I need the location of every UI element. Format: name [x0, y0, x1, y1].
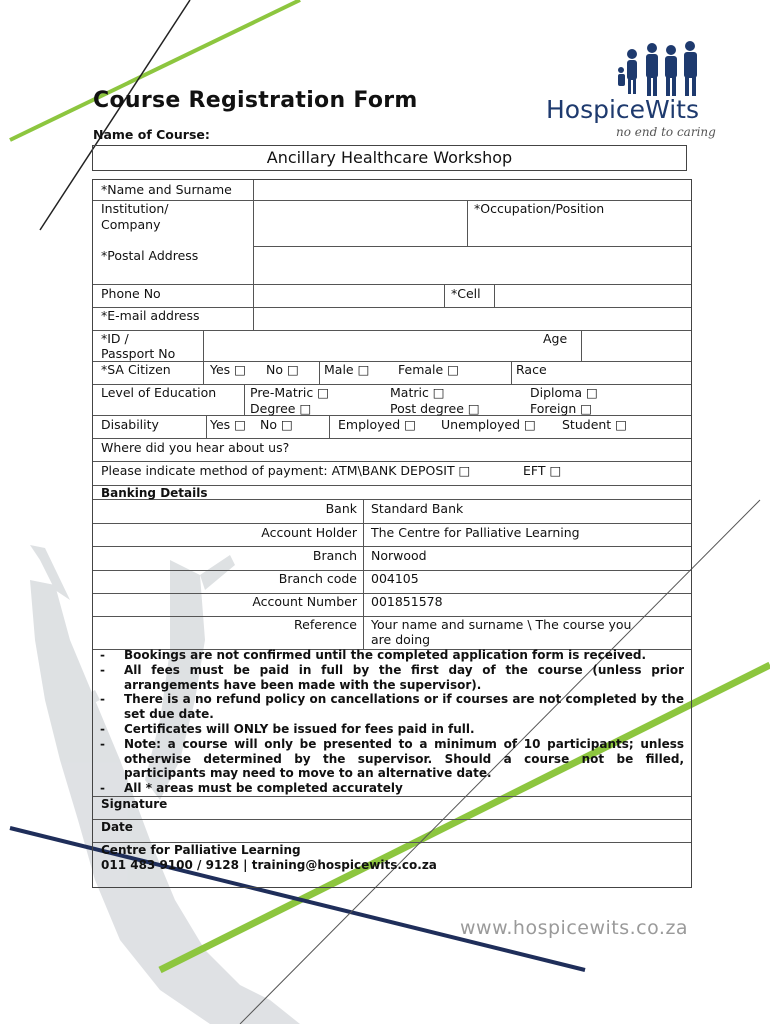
- degree-checkbox[interactable]: Degree □: [250, 401, 312, 416]
- page-title: Course Registration Form: [93, 88, 418, 113]
- green-stripe-top: [10, 0, 300, 140]
- contact-details: 011 483 9100 / 9128 | training@hospicewits.co.za: [101, 858, 437, 872]
- employed-checkbox[interactable]: Employed □: [338, 417, 416, 432]
- pre-matric-checkbox[interactable]: Pre-Matric □: [250, 385, 329, 400]
- disability-yes-checkbox[interactable]: Yes □: [210, 417, 246, 432]
- occupation-label: *Occupation/Position: [474, 201, 605, 216]
- reference-value-line1: Your name and surname \ The course you: [371, 617, 632, 632]
- list-item: - Bookings are not confirmed until the completed application form is received.: [100, 648, 647, 662]
- name-of-course-label: Name of Course:: [93, 127, 210, 142]
- reference-value-line2: are doing: [371, 632, 431, 647]
- payment-method-label[interactable]: Please indicate method of payment: ATM\BANK DEPOSIT □: [101, 463, 471, 478]
- list-item: - Note: a course will only be presented to a minimum of 10 participants; unless otherwise determined by the supervisor. Should a course not be filled, participants may need to move to an alternative date.: [100, 736, 684, 781]
- branch-code-label: Branch code: [278, 571, 357, 586]
- age-label: Age: [543, 331, 568, 346]
- account-number-value: 001851578: [371, 594, 443, 609]
- sa-citizen-yes-checkbox[interactable]: Yes □: [210, 362, 246, 377]
- account-holder-label: Account Holder: [261, 525, 357, 540]
- bank-value: Standard Bank: [371, 501, 464, 516]
- signature-label: Signature: [101, 797, 168, 811]
- post-degree-checkbox[interactable]: Post degree □: [390, 401, 480, 416]
- bank-label: Bank: [325, 501, 357, 516]
- date-label: Date: [101, 820, 133, 834]
- email-label: *E-mail address: [101, 308, 200, 323]
- sa-citizen-no-checkbox[interactable]: No □: [266, 362, 299, 377]
- female-checkbox[interactable]: Female □: [398, 362, 459, 377]
- foreign-checkbox[interactable]: Foreign □: [530, 401, 593, 416]
- reference-label: Reference: [294, 617, 357, 632]
- logo-tagline: no end to caring: [616, 125, 716, 139]
- unemployed-checkbox[interactable]: Unemployed □: [441, 417, 536, 432]
- race-label: Race: [516, 362, 547, 377]
- id-label-line1: *ID /: [101, 331, 129, 346]
- student-checkbox[interactable]: Student □: [562, 417, 627, 432]
- education-label: Level of Education: [101, 385, 217, 400]
- institution-label-line1: Institution/: [101, 201, 169, 216]
- disability-no-checkbox[interactable]: No □: [260, 417, 293, 432]
- phone-label: Phone No: [101, 286, 161, 301]
- branch-label: Branch: [312, 548, 357, 563]
- course-name-field[interactable]: Ancillary Healthcare Workshop: [92, 145, 687, 171]
- sa-citizen-label: *SA Citizen: [101, 362, 171, 377]
- terms-list: [100, 648, 684, 796]
- eft-checkbox[interactable]: EFT □: [523, 463, 562, 478]
- list-item: - All * areas must be completed accurately: [100, 781, 403, 796]
- list-item: - All fees must be paid in full by the first day of the course (unless prior arrangements have been made with the supervisor).: [100, 662, 684, 692]
- name-surname-label: *Name and Surname: [101, 182, 232, 197]
- male-checkbox[interactable]: Male □: [324, 362, 370, 377]
- institution-label-line2: Company: [101, 217, 161, 232]
- logo-wordmark: HospiceWits: [546, 95, 700, 124]
- list-item: - Certificates will ONLY be issued for fees paid in full.: [100, 721, 475, 736]
- id-label-line2: Passport No: [101, 346, 176, 361]
- account-holder-value: The Centre for Palliative Learning: [371, 525, 580, 540]
- banking-heading: Banking Details: [101, 486, 208, 500]
- account-number-label: Account Number: [252, 594, 357, 609]
- contact-name: Centre for Palliative Learning: [101, 843, 301, 857]
- diploma-checkbox[interactable]: Diploma □: [530, 385, 598, 400]
- matric-checkbox[interactable]: Matric □: [390, 385, 445, 400]
- postal-address-label: *Postal Address: [101, 248, 199, 263]
- family-logo-icon: [618, 40, 708, 98]
- website-url[interactable]: www.hospicewits.co.za: [460, 917, 689, 939]
- cell-label: *Cell: [451, 286, 481, 301]
- hear-about-label: Where did you hear about us?: [101, 440, 290, 455]
- branch-code-value: 004105: [371, 571, 419, 586]
- list-item: - There is a no refund policy on cancellations or if courses are not completed by the set due date.: [100, 692, 684, 722]
- branch-value: Norwood: [371, 548, 427, 563]
- disability-label: Disability: [101, 417, 159, 432]
